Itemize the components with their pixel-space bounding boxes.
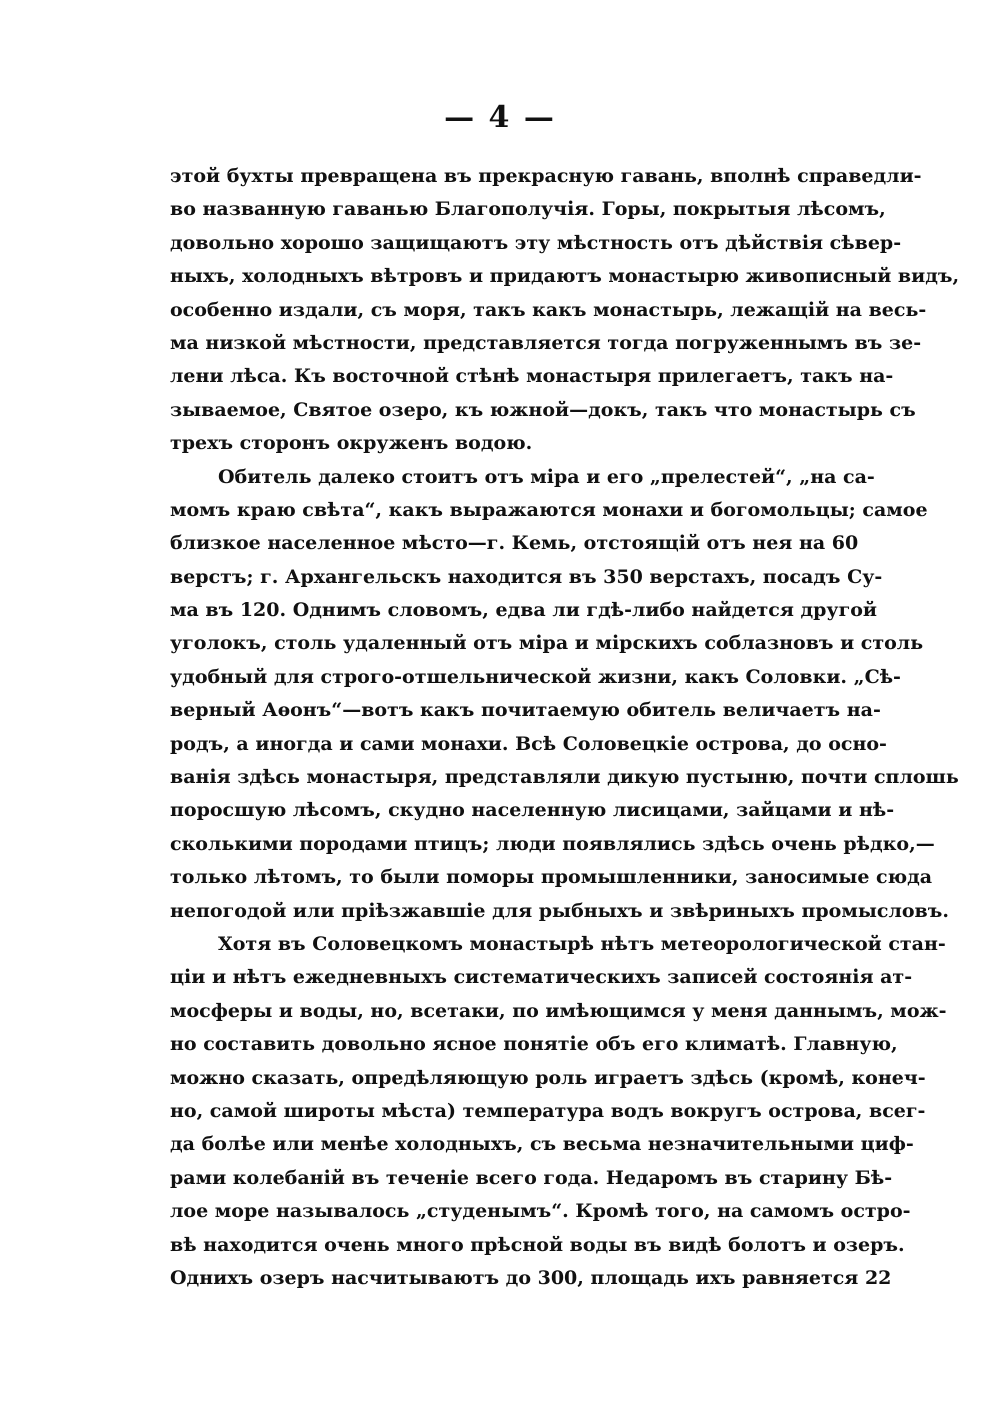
text-line: да болѣе или менѣе холодныхъ, съ весьма незначительными циф- bbox=[170, 1133, 914, 1156]
text-line: непогодой или пріѣзжавшіе для рыбныхъ и звѣриныхъ промысловъ. bbox=[170, 899, 949, 922]
text-line: ціи и нѣтъ ежедневныхъ систематическихъ записей состоянія ат- bbox=[170, 966, 913, 989]
page-number: — 4 — bbox=[444, 100, 556, 135]
text-line: трехъ сторонъ окруженъ водою. bbox=[170, 432, 533, 455]
text-line: близкое населенное мѣсто—г. Кемь, отстоящій отъ нея на 60 bbox=[170, 532, 859, 555]
text-line: вѣ находится очень много прѣсной воды въ видѣ болотъ и озеръ. bbox=[170, 1233, 905, 1256]
text-line: лое море называлось „студенымъ“. Кромѣ того, на самомъ остро- bbox=[170, 1200, 911, 1223]
text-line: Однихъ озеръ насчитываютъ до 300, площадь ихъ равняется 22 bbox=[170, 1266, 892, 1289]
text-line: удобный для строго-отшельнической жизни, какъ Соловки. „Сѣ- bbox=[170, 665, 901, 688]
text-line: можно сказать, опредѣляющую роль играетъ здѣсь (кромѣ, конеч- bbox=[170, 1066, 926, 1089]
text-line: момъ краю свѣта“, какъ выражаются монахи и богомольцы; самое bbox=[170, 498, 928, 521]
paragraph bbox=[170, 160, 960, 461]
text-line: довольно хорошо защищаютъ эту мѣстность отъ дѣйствія сѣвер- bbox=[170, 231, 902, 254]
text-line: но составить довольно ясное понятіе объ его климатѣ. Главную, bbox=[170, 1033, 898, 1056]
text-line: рами колебаній въ теченіе всего года. Недаромъ въ старину Бѣ- bbox=[170, 1166, 893, 1189]
text-line: поросшую лѣсомъ, скудно населенную лисицами, зайцами и нѣ- bbox=[170, 799, 895, 822]
text-line: верстъ; г. Архангельскъ находится въ 350 верстахъ, посадъ Су- bbox=[170, 565, 883, 588]
text-line: мосферы и воды, но, всетаки, по имѣющимся у меня даннымъ, мож- bbox=[170, 999, 947, 1022]
text-line: только лѣтомъ, то были поморы промышленники, заносимые сюда bbox=[170, 866, 933, 889]
text-line: зываемое, Святое озеро, къ южной—докъ, такъ что монастырь съ bbox=[170, 398, 916, 421]
paragraph bbox=[170, 461, 959, 928]
text-line: ма въ 120. Однимъ словомъ, едва ли гдѣ-либо найдется другой bbox=[170, 599, 877, 622]
text-line: Обитель далеко стоитъ отъ міра и его „прелестей“, „на са- bbox=[218, 465, 875, 488]
text-line: сколькими породами птицъ; люди появлялись здѣсь очень рѣдко,— bbox=[170, 832, 935, 855]
text-line: уголокъ, столь удаленный отъ міра и мірскихъ соблазновъ и столь bbox=[170, 632, 924, 655]
text-line: ванія здѣсь монастыря, представляли дикую пустыню, почти сплошь bbox=[170, 766, 959, 789]
body-text bbox=[170, 160, 960, 1295]
text-line: этой бухты превращена въ прекрасную гавань, вполнѣ справедли- bbox=[170, 165, 922, 187]
text-line: ныхъ, холодныхъ вѣтровъ и придаютъ монастырю живописный видъ, bbox=[170, 265, 960, 288]
text-line: лени лѣса. Къ восточной стѣнѣ монастыря прилегаетъ, такъ на- bbox=[170, 365, 894, 388]
text-line: во названную гаванью Благополучія. Горы, покрытыя лѣсомъ, bbox=[170, 198, 886, 221]
text-line: родъ, а иногда и сами монахи. Всѣ Соловецкіе острова, до осно- bbox=[170, 732, 887, 755]
text-line: ма низкой мѣстности, представляется тогда погруженнымъ въ зе- bbox=[170, 331, 922, 354]
text-line: верный Аѳонъ“—вотъ какъ почитаемую обитель величаетъ на- bbox=[170, 699, 881, 722]
text-line: но, самой широты мѣста) температура водъ вокругъ острова, всег- bbox=[170, 1099, 926, 1122]
text-line: Хотя въ Соловецкомъ монастырѣ нѣтъ метеорологической стан- bbox=[218, 932, 946, 955]
text-line: особенно издали, съ моря, такъ какъ монастырь, лежащій на весь- bbox=[170, 298, 927, 321]
paragraph bbox=[170, 928, 947, 1295]
